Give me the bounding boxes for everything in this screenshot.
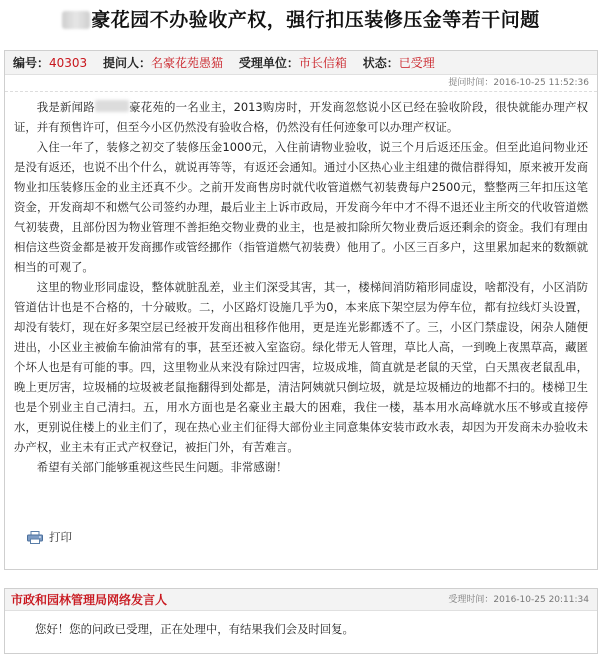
question-card (4, 50, 598, 570)
replier-name: 市政和园林管理局网络发言人 (11, 593, 168, 607)
poster-label: 提问人： (103, 56, 152, 70)
paragraph-1-start: 我是新闻路 (36, 100, 95, 114)
question-body (5, 92, 597, 477)
reply-card (4, 588, 598, 654)
print-button[interactable] (27, 529, 72, 545)
id-value: 40303 (49, 56, 88, 70)
page-title-text: 豪花园不办验收产权，强行扣压装修压金等若干问题 (91, 9, 540, 31)
status-badge: 已受理 (398, 56, 435, 70)
ask-timestamp: 提问时间：2016-10-25 11:52:36 (5, 75, 597, 92)
print-label: 打印 (49, 530, 72, 544)
dept-label: 受理单位： (238, 56, 299, 70)
status-label: 状态： (362, 56, 399, 70)
poster-value[interactable]: 名豪花苑愚猫 (151, 56, 224, 70)
paragraph-3: 这里的物业形同虚设，整体就脏乱差，业主们深受其害，其一，楼梯间消防箱形同虚设，啥都没有，小区消防管道估计也是不合格的，十分破败。二，小区路灯设施几乎为0，本来底下架空层为停车位，都有拉线灯头设置，却没有装灯，现在好多架空层已经被开发商出租移作他用，更是连光影都透不了。三，小区门禁虚设，闲杂人随便进出，小区业主被偷车偷油常有的事，甚至还被入室盗窃。绿化带无人管理，草比人高，一到晚上夜黑草高，藏匿个坏人也是有可能的事。四，这里物业从来没有除过四害，垃圾成堆，简直就是老鼠的天堂，白天黑夜老鼠乱串，晚上更厉害，垃圾桶的垃圾被老鼠拖翻得到处都是，清洁阿姨就只倒垃圾，就是垃圾桶边的地都不扫的。楼梯卫生也是个别业主自己清扫。五，用水方面也是名豪业主最大的困难，我住一楼，基本用水高峰就水压不够或直接停水，更别说住楼上的业主们了，现在热心业主们征得大部份业主同意集体安装市政水表，却因为开发商未办验收未办产权，业主未有正式产权登记，被拒门外，有苦难言。 (14, 280, 588, 454)
dept-value[interactable]: 市长信箱 (298, 56, 347, 70)
redacted-text (95, 100, 129, 112)
printer-icon (27, 531, 43, 544)
paragraph-1 (14, 97, 588, 137)
reply-timestamp: 受理时间：2016-10-25 20:11:34 (448, 595, 589, 605)
paragraph-4: 希望有关部门能够重视这些民生问题。非常感谢！ (36, 460, 288, 474)
page-title (0, 0, 602, 40)
id-label: 编号： (13, 56, 50, 70)
paragraph-1-rest: 豪花苑的一名业主，2013购房时，开发商忽悠说小区已经在验收阶段，很快就能办理产权证，并有预售许可，但至今小区仍然没有验收合格，仍然没有任何迹象可以办理产权证。 (14, 100, 588, 134)
reply-text: 您好！您的问政已受理，正在处理中，有结果我们会及时回复。 (35, 622, 354, 636)
redacted-text (62, 11, 90, 29)
question-meta-bar (5, 51, 597, 75)
paragraph-2: 入住一年了，装修之初交了装修压金1000元，入住前请物业验收，说三个月后返还压金。但至此追问物业还是没有返还，也说不出个什么，就说再等等，有返还会通知。通过小区热心业主组建的微信群得知，原来被开发商物业扣压装修压金的业主还真不少。之前开发商售房时就代收管道燃气初装费每户2500元，整整两三年扣压这笔资金，开发商却不和燃气公司签约办理，最后业主上诉市政局，开发商今年中才不得不退还业主所交的代收管道燃气初装费，且部份因为物业管理不善拒绝交物业费的业主，也是被扣除所欠物业费后返还剩余的资金。我们有理由相信这些资金都是被开发商挪作或管经挪作（指管道燃气初装费）他用了。小区三百多户，这里累加起来的数额就相当的可观了。 (14, 140, 588, 274)
reply-header (5, 589, 597, 611)
